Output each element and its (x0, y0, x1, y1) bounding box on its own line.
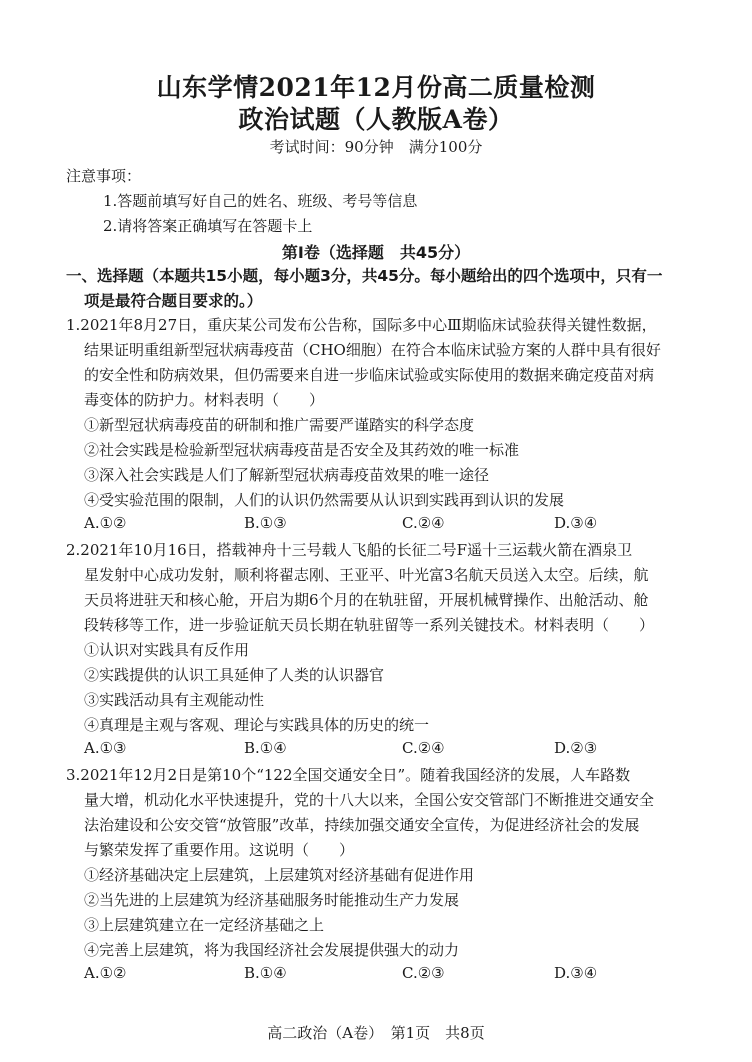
question-1-option: ②社会实践是检验新型冠状病毒疫苗是否安全及其药效的唯一标准 (84, 441, 520, 459)
choice-c: C.②③ (402, 964, 445, 982)
note-item: 2.请将答案正确填写在答题卡上 (103, 217, 313, 235)
question-1-text: 的安全性和防病效果，但仍需要来自进一步临床试验或实际使用的数据来确定疫苗对病 (84, 366, 655, 384)
question-2-option: ②实践提供的认识工具延伸了人类的认识器官 (84, 666, 385, 684)
question-3-option: ①经济基础决定上层建筑，上层建筑对经济基础有促进作用 (84, 866, 475, 884)
choice-b: B.①③ (244, 514, 287, 532)
question-3-option: ②当先进的上层建筑为经济基础服务时能推动生产力发展 (84, 891, 460, 909)
choice-a: A.①② (84, 964, 127, 982)
question-1-text: 1.2021年8月27日，重庆某公司发布公告称，国际多中心Ⅲ期临床试验获得关键性数据， (66, 316, 657, 334)
choice-d: D.③④ (554, 964, 598, 982)
question-1-text: 毒变体的防护力。材料表明（ ） (84, 391, 325, 409)
choice-a: A.①③ (84, 739, 127, 757)
question-3-option: ④完善上层建筑，将为我国经济社会发展提供强大的动力 (84, 941, 460, 959)
notes-title: 注意事项： (66, 167, 142, 185)
question-3-text: 法治建设和公安交管“放管服”改革，持续加强交通安全宣传，为促进经济社会的发展 (84, 816, 640, 834)
question-2-text: 2.2021年10月16日，搭载神舟十三号载人飞船的长征二号F遥十三运载火箭在酒泉卫 (66, 541, 633, 559)
choice-a: A.①② (84, 514, 127, 532)
question-2-text: 段转移等工作，进一步验证航天员长期在轨驻留等一系列关键技术。材料表明（ ） (84, 616, 655, 634)
choice-c: C.②④ (402, 514, 445, 532)
choice-c: C.②④ (402, 739, 445, 757)
choice-d: D.②③ (554, 739, 598, 757)
choice-b: B.①④ (244, 964, 287, 982)
question-3-text: 3.2021年12月2日是第10个“122全国交通安全日”。随着我国经济的发展，人车路数 (66, 766, 631, 784)
section-heading (66, 264, 706, 314)
choice-d: D.③④ (554, 514, 598, 532)
question-2-choices (84, 739, 624, 761)
page-subtitle: 政治试题（人教版A卷） (238, 105, 514, 134)
page-title: 山东学情2021年12月份高二质量检测 (156, 73, 596, 102)
question-3-option: ③上层建筑建立在一定经济基础之上 (84, 916, 325, 934)
part-title: 第Ⅰ卷（选择题 共45分） (281, 243, 471, 262)
question-1-option: ③深入社会实践是人们了解新型冠状病毒疫苗效果的唯一途径 (84, 466, 490, 484)
question-3-text: 量大增，机动化水平快速提升，党的十八大以来，全国公安交管部门不断推进交通安全 (84, 791, 655, 809)
question-2-option: ①认识对实践具有反作用 (84, 641, 250, 659)
question-2-option: ③实践活动具有主观能动性 (84, 691, 265, 709)
section-heading-line: 项是最符合题目要求的。） (84, 292, 263, 310)
question-2-text: 星发射中心成功发射，顺利将翟志刚、王亚平、叶光富3名航天员送入太空。后续，航 (84, 566, 649, 584)
question-1-option: ①新型冠状病毒疫苗的研制和推广需要严谨踏实的科学态度 (84, 416, 475, 434)
question-2-text: 天员将进驻天和核心舱，开启为期6个月的在轨驻留，开展机械臂操作、出舱活动、舱 (84, 591, 649, 609)
question-2-option: ④真理是主观与客观、理论与实践具体的历史的统一 (84, 716, 430, 734)
exam-time-info: 考试时间：90分钟 满分100分 (269, 138, 483, 156)
question-1-option: ④受实验范围的限制，人们的认识仍然需要从认识到实践再到认识的发展 (84, 491, 565, 509)
question-3-choices (84, 964, 624, 986)
question-3-text: 与繁荣发挥了重要作用。这说明（ ） (84, 841, 355, 859)
note-item: 1.答题前填写好自己的姓名、班级、考号等信息 (103, 192, 418, 210)
question-1-choices (84, 514, 624, 536)
section-heading-line: 一、选择题（本题共15小题，每小题3分，共45分。每小题给出的四个选项中，只有一 (66, 267, 663, 285)
question-1-text: 结果证明重组新型冠状病毒疫苗（CHO细胞）在符合本临床试验方案的人群中具有很好 (84, 341, 661, 359)
page-footer: 高二政治（A卷） 第1页 共8页 (267, 1024, 485, 1042)
choice-b: B.①④ (244, 739, 287, 757)
